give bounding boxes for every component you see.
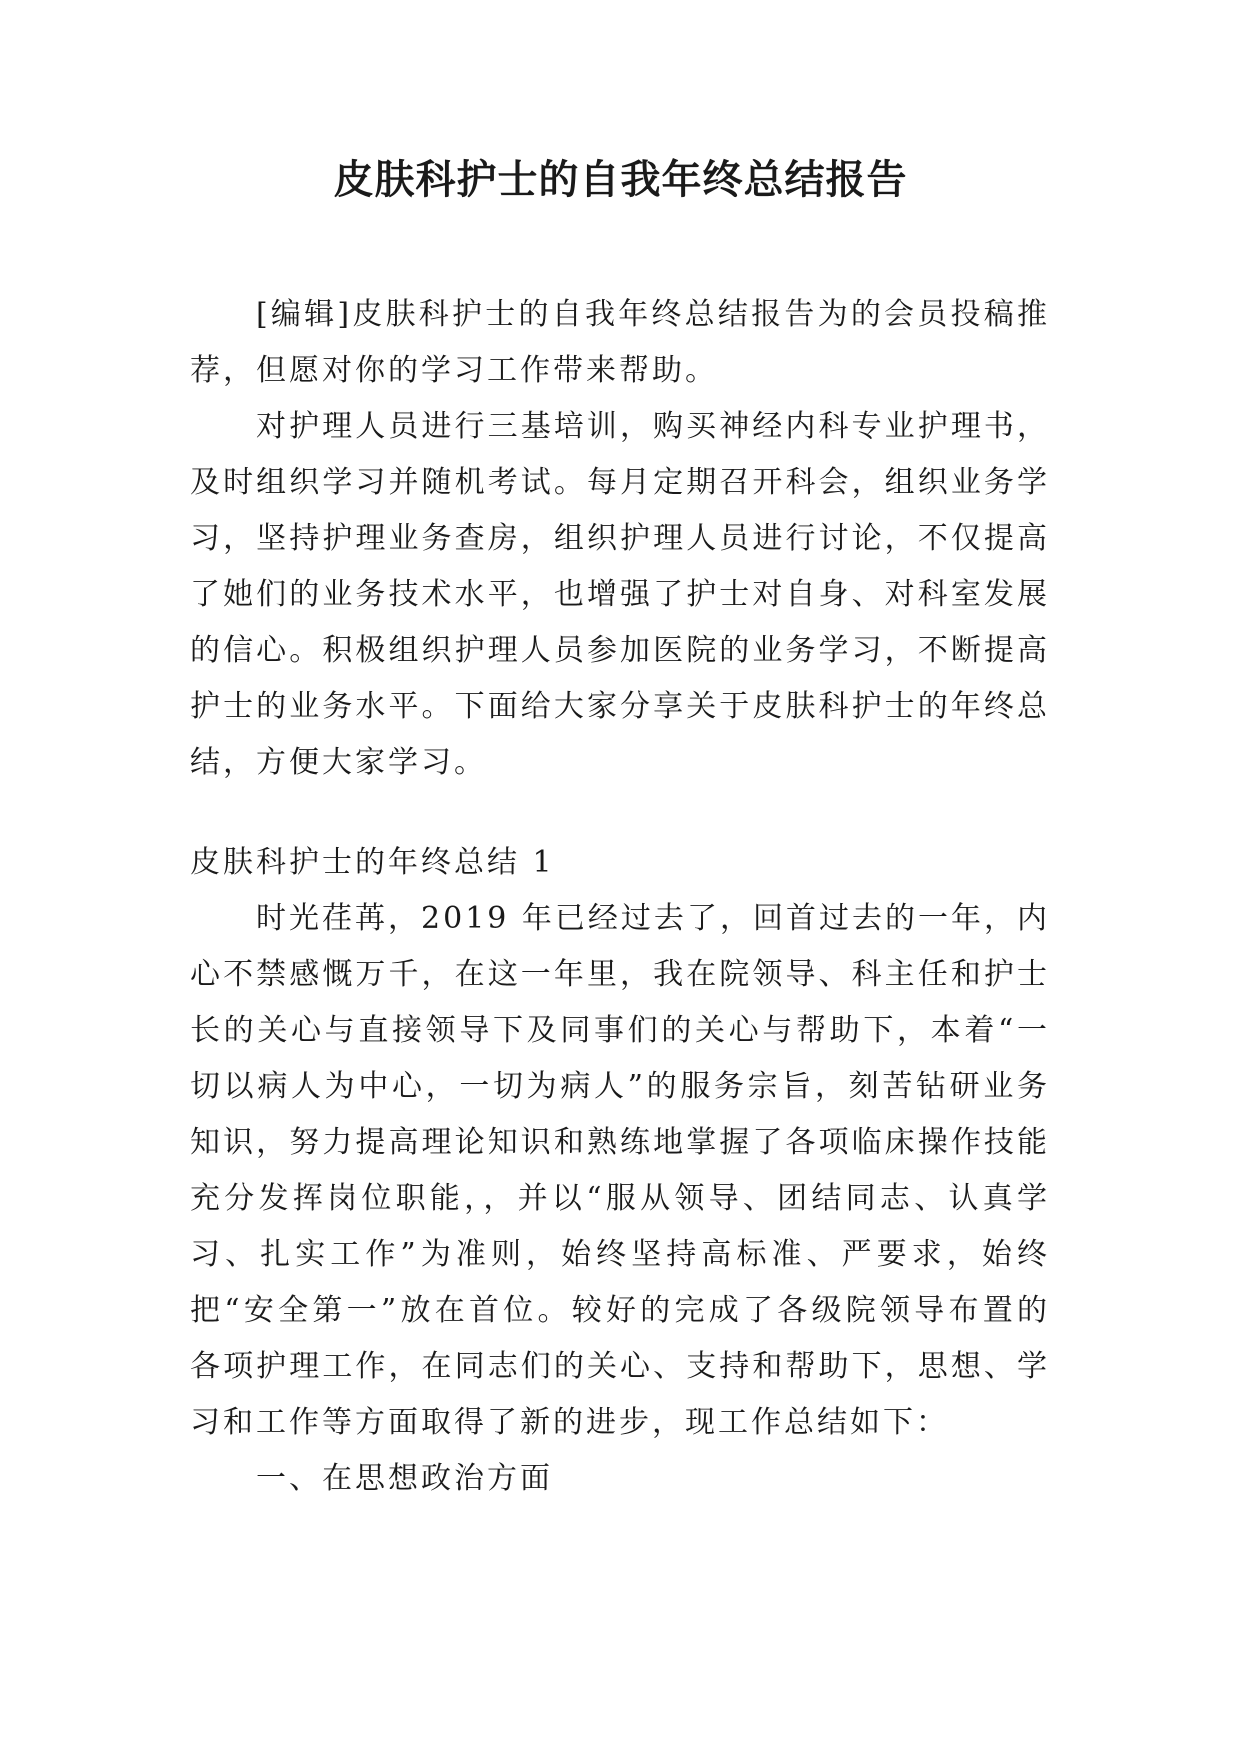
body-paragraph-1: 对护理人员进行三基培训，购买神经内科专业护理书，及时组织学习并随机考试。每月定期召开科会，组织业务学习，坚持护理业务查房，组织护理人员进行讨论，不仅提高了她们的业务技术水平，也增强了护士对自身、对科室发展的信心。积极组织护理人员参加医院的业务学习，不断提高护士的业务水平。下面给大家分享关于皮肤科护士的年终总结，方便大家学习。 xyxy=(190,409,1050,780)
body-paragraph-2: 时光荏苒，2019 年已经过去了，回首过去的一年，内心不禁感慨万千，在这一年里，我在院领导、科主任和护士长的关心与直接领导下及同事们的关心与帮助下，本着“一切以病人为中心，一切为病人”的服务宗旨，刻苦钻研业务知识，努力提高理论知识和熟练地掌握了各项临床操作技能充分发挥岗位职能，，并以“服从领导、团结同志、认真学习、扎实工作”为准则，始终坚持高标准、严要求，始终把“安全第一”放在首位。较好的完成了各级院领导布置的各项护理工作，在同志们的关心、支持和帮助下，思想、学习和工作等方面取得了新的进步，现工作总结如下： xyxy=(190,901,1050,1440)
section-heading: 皮肤科护士的年终总结 1 xyxy=(190,845,555,880)
document-title: 皮肤科护士的自我年终总结报告 xyxy=(333,157,908,203)
document-body xyxy=(190,287,1050,1507)
sub-heading: 一、在思想政治方面 xyxy=(256,1461,553,1496)
intro-paragraph: [编辑]皮肤科护士的自我年终总结报告为的会员投稿推荐，但愿对你的学习工作带来帮助。 xyxy=(190,297,1050,388)
